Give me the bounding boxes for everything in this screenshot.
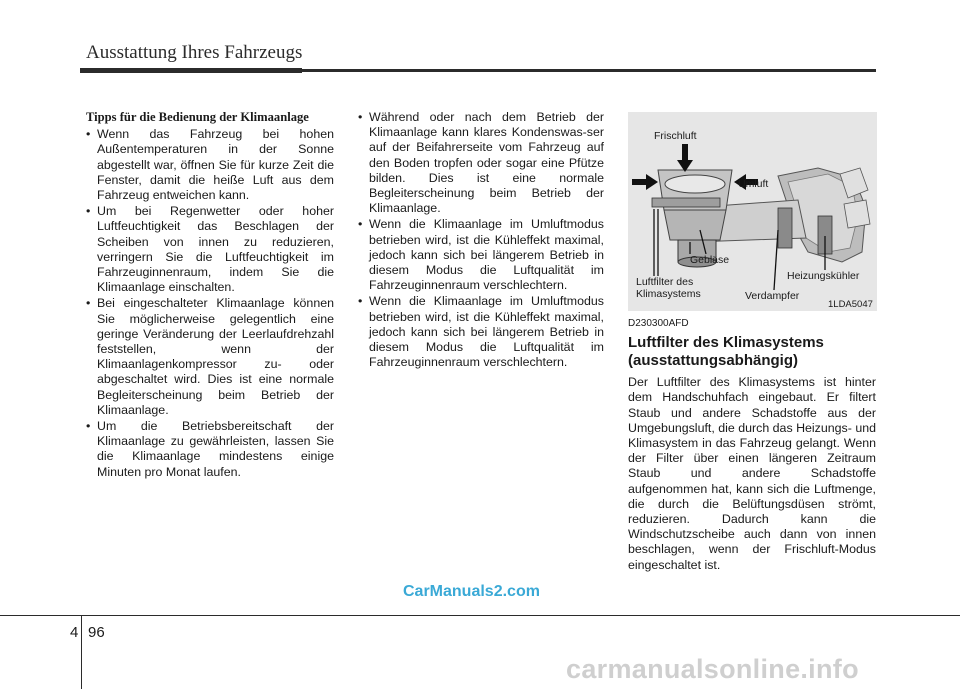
column-middle [358, 110, 604, 371]
label-geblaese: Gebläse [690, 254, 730, 266]
list-item: • Wenn die Klimaanlage im Umluftmodus betrieben wird, ist die Kühleffekt maximal, jedoch kann sich bei längerem Betrieb in diesem Modus die Luftqualität im Fahrzeuginnenraum verschlechtern. [358, 294, 604, 370]
label-luftfilter-2: Klimasystems [636, 288, 701, 300]
column-right [628, 312, 876, 573]
tips-list-continued [358, 110, 604, 370]
section-title: Luftfilter des Klimasystems (ausstattungsabhängig) [628, 334, 824, 370]
watermark-top: CarManuals2.com [403, 583, 540, 600]
label-umluft: Umluft [738, 178, 769, 190]
list-item: • Um die Betriebsbereitschaft der Klimaanlage zu gewährleisten, lassen Sie die Klimaanlage mindestens einige Minuten pro Monat laufen. [86, 419, 334, 480]
climate-system-diagram [628, 112, 877, 311]
header-rule-accent [80, 68, 302, 73]
footer-rule [0, 615, 960, 616]
page-header-title: Ausstattung Ihres Fahrzeugs [86, 42, 303, 63]
section-code: D230300AFD [628, 318, 689, 329]
figure-code: 1LDA5047 [828, 299, 873, 310]
list-item: • Wenn das Fahrzeug bei hohen Außentemperaturen in der Sonne abgestellt war, öffnen Sie für kurze Zeit die Fenster, damit die heiße Luft aus dem Fahrzeug entweichen kann. [86, 127, 334, 203]
tips-heading: Tipps für die Bedienung der Klimaanlage [86, 110, 309, 124]
section-body: Der Luftfilter des Klimasystems ist hinter dem Handschuhfach eingebaut. Er filtert Staub und andere Schadstoffe aus der Umgebungsluft, die durch das Heizungs- und Klimasystem in das Fahrzeug gelangt. Wenn der Filter über einen längeren Zeitraum Staub und andere Schadstoffe aufgenommen hat, kann sich die Luftmenge, die durch die Belüftungsdüsen strömt, reduzieren. Dadurch kann die Windschutzscheibe auch dann von innen beschlagen, wenn der Frischluft-Modus eingeschaltet ist. [628, 375, 876, 572]
list-item: • Um bei Regenwetter oder hoher Luftfeuchtigkeit das Beschlagen der Scheiben von innen zu reduzieren, verringern Sie die Luftfeuchtigkeit im Fahrzeuginnenraum, indem Sie die Klimaanlage einschalten. [86, 204, 334, 295]
footer-divider [81, 616, 82, 689]
column-left [86, 110, 334, 481]
chapter-number: 4 [70, 624, 79, 641]
watermark-bottom: carmanualsonline.info [566, 654, 859, 684]
page-number: 96 [88, 624, 105, 641]
label-heizungskuehler: Heizungskühler [787, 270, 860, 282]
label-luftfilter-1: Luftfilter des [636, 276, 694, 288]
label-frischluft: Frischluft [654, 130, 697, 142]
list-item: • Bei eingeschalteter Klimaanlage können Sie möglicherweise gelegentlich eine geringe Veränderung der Leerlaufdrehzahl feststellen, wenn der Klimaanlagenkompressor zu- oder abgeschaltet wird. Dies ist eine normale Begleiterscheinung beim Betrieb der Klimaanlage. [86, 296, 334, 418]
list-item: • Wenn die Klimaanlage im Umluftmodus betrieben wird, ist die Kühleffekt maximal, jedoch kann sich bei längerem Betrieb in diesem Modus die Luftqualität im Fahrzeuginnenraum verschlechtern. [358, 217, 604, 293]
list-item: • Während oder nach dem Betrieb der Klimaanlage kann klares Kondenswas-ser auf der Beifahrerseite vom Fahrzeug auf den Boden tropfen oder sogar eine Pfütze bilden. Dies ist eine normale Begleiterscheinung beim Betrieb der Klimaanlage. [358, 110, 604, 216]
tips-list [86, 127, 334, 480]
label-verdampfer: Verdampfer [745, 290, 800, 302]
